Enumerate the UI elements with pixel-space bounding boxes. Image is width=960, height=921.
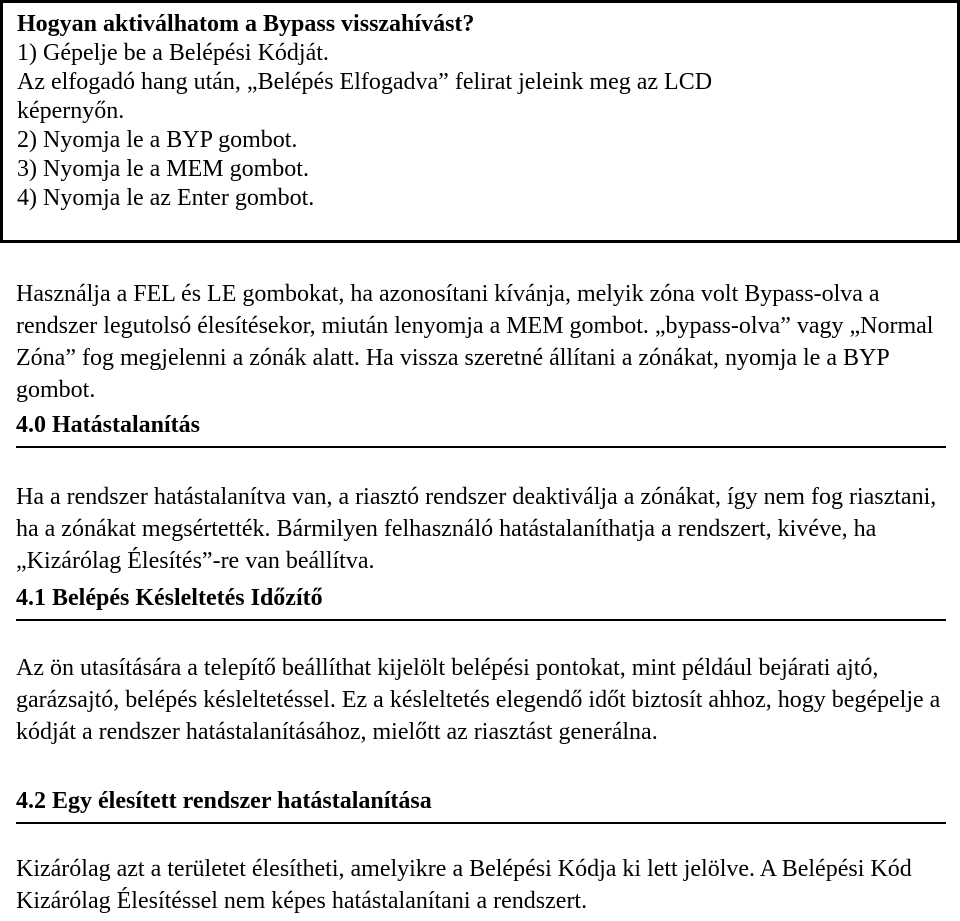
- section-heading-4-2: 4.2 Egy élesített rendszer hatástalanítása: [16, 788, 432, 814]
- box-step: 2) Nyomja le a BYP gombot.: [17, 127, 298, 153]
- section-body-4-1: Az ön utasítására a telepítő beállíthat kijelölt belépési pontokat, mint például bejárati ajtó, garázsajtó, belépés késleltetéssel. Ez a késleltetés elegendő időt biztosít ahhoz, hogy begépelje a kódját a rendszer hatástalanításához, mielőtt az riasztást generálna.: [16, 655, 941, 745]
- section-divider: [16, 822, 946, 824]
- box-step: 3) Nyomja le a MEM gombot.: [17, 156, 309, 182]
- section-body-4-0: Ha a rendszer hatástalanítva van, a riasztó rendszer deaktiválja a zónákat, így nem fog riasztani, ha a zónákat megsértették. Bármilyen felhasználó hatástalaníthatja a rendszert, kivéve, ha „Kizárólag Élesítés”-re van beállítva.: [16, 484, 937, 574]
- section-divider: [16, 619, 946, 621]
- bypass-note-paragraph: Használja a FEL és LE gombokat, ha azonosítani kívánja, melyik zóna volt Bypass-olva a rendszer legutolsó élesítésekor, miután lenyomja a MEM gombot. „bypass-olva” vagy „Normal Zóna” fog megjelenni a zónák alatt. Ha vissza szeretné állítani a zónákat, nyomja le a BYP gombot.: [16, 281, 934, 403]
- section-heading-4-1: 4.1 Belépés Késleltetés Időzítő: [16, 585, 323, 611]
- box-step: 1) Gépelje be a Belépési Kódját.: [17, 40, 329, 66]
- box-title: Hogyan aktiválhatom a Bypass visszahívást?: [17, 11, 475, 37]
- box-step: 4) Nyomja le az Enter gombot.: [17, 185, 315, 211]
- section-divider: [16, 446, 946, 448]
- bypass-instructions-box: [0, 0, 960, 243]
- section-body-4-2: Kizárólag azt a területet élesítheti, amelyikre a Belépési Kódja ki lett jelölve. A Belépési Kód Kizárólag Élesítéssel nem képes hatástalanítani a rendszert.: [16, 856, 912, 914]
- section-heading-4-0: 4.0 Hatástalanítás: [16, 412, 201, 438]
- box-step: Az elfogadó hang után, „Belépés Elfogadva” felirat jeleink meg az LCD: [17, 69, 713, 95]
- box-step: képernyőn.: [17, 98, 125, 124]
